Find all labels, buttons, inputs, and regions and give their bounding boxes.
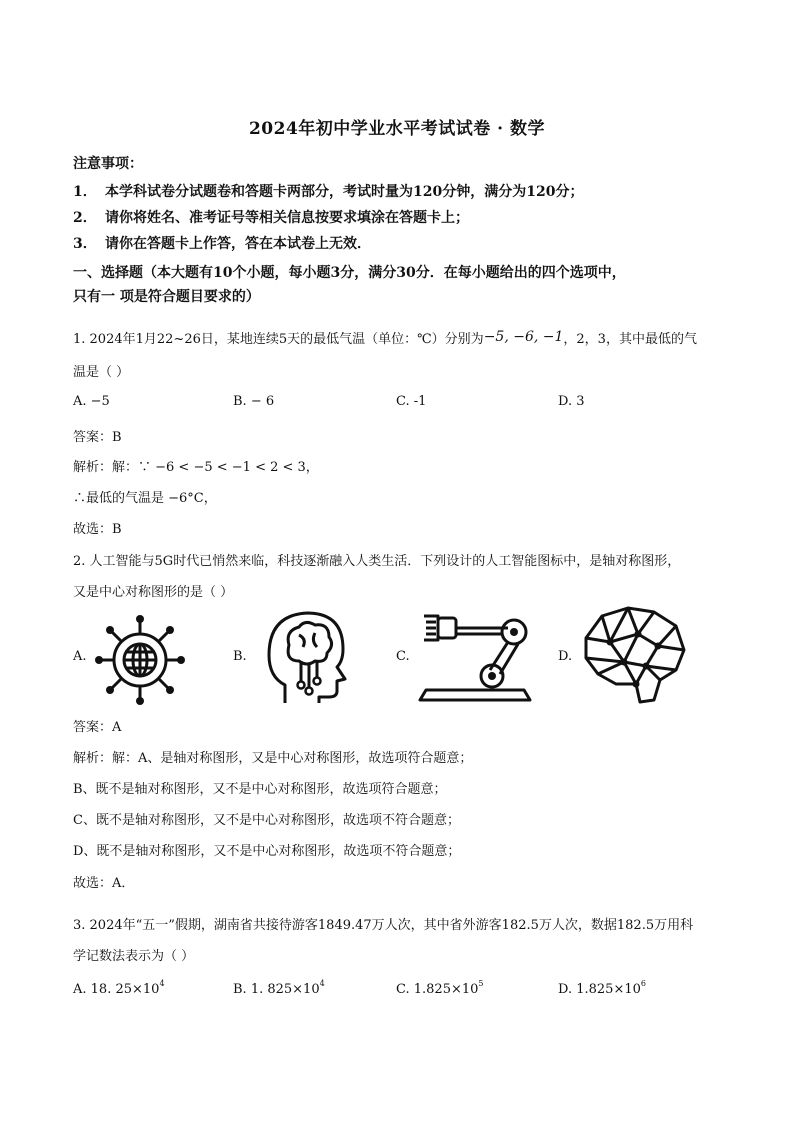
answer: 答案：A xyxy=(73,720,122,735)
question-2-text: 2. 人工智能与5G时代已悄然来临，科技逐渐融入人类生活．下列设计的人工智能图标中，是轴对称图形， xyxy=(73,554,681,569)
robot-arm-icon xyxy=(416,608,534,704)
analysis: 解析：解：∵ −6 < −5 < −1 < 2 < 3， xyxy=(73,460,319,475)
option-b: B. 1. $825\times 10^4$ xyxy=(233,979,325,997)
section-heading-cont: 只有一 项是符合题目要求的） xyxy=(73,289,260,305)
choice: 故选：B xyxy=(73,522,122,537)
option-d-label: D. xyxy=(558,649,573,664)
section-heading: 一、选择题（本大题有10个小题，每小题3分，满分30分．在每小题给出的四个选项中， xyxy=(73,265,626,281)
option-d: D. 3 xyxy=(558,394,585,409)
option-a-label: A. xyxy=(73,649,87,664)
analysis: B、既不是轴对称图形，又不是中心对称图形，故选项符合题意； xyxy=(73,782,447,797)
option-c-label: C. xyxy=(396,649,410,664)
question-1-text-cont: 温是（ ） xyxy=(73,365,130,380)
analysis: 解析：解：A、是轴对称图形，又是中心对称图形，故选项符合题意； xyxy=(73,751,473,766)
notice-heading: 注意事项： xyxy=(73,156,143,172)
option-c: C. -1 xyxy=(396,394,427,409)
page-title: 2024年初中学业水平考试试卷 · 数学 xyxy=(248,119,546,139)
math-values: −5, −6, −1 xyxy=(483,329,564,345)
analysis: C、既不是轴对称图形，又不是中心对称图形，故选项不符合题意； xyxy=(73,813,460,828)
answer: 答案：B xyxy=(73,430,122,445)
globe-virus-icon xyxy=(92,612,188,708)
option-d: D. $1.825\times 10^6$ xyxy=(558,979,646,997)
question-2-text-cont: 又是中心对称图形的是（ ） xyxy=(73,585,234,600)
option-a: A. −5 xyxy=(73,394,110,409)
option-c: C. $1.825\times 10^5$ xyxy=(396,979,484,997)
question-1-text: 1. 2024年1月22~26日，某地连续5天的最低气温（单位：℃）分别为−5, −6, −1，2，3，其中最低的气 xyxy=(73,329,697,347)
question-3-text-cont: 学记数法表示为（ ） xyxy=(73,949,195,964)
option-b: B. − 6 xyxy=(233,394,275,409)
question-3-text: 3. 2024年“五一”假期，湖南省共接待游客1849.47万人次，其中省外游客182.5万人次，数据182.5万用科 xyxy=(73,918,694,933)
head-brain-circuit-icon xyxy=(255,605,355,707)
analysis: D、既不是轴对称图形，又不是中心对称图形，故选项不符合题意； xyxy=(73,844,461,859)
polygon-brain-icon xyxy=(580,604,688,706)
notice-item: 2． 请你将姓名、准考证号等相关信息按要求填涂在答题卡上； xyxy=(73,210,469,226)
analysis: ∴最低的气温是 −6°C， xyxy=(73,491,217,506)
choice: 故选：A． xyxy=(73,876,135,891)
option-a: A. 18. $25\times 10^4$ xyxy=(73,979,165,997)
option-b-label: B. xyxy=(233,649,247,664)
notice-item: 1． 本学科试卷分试题卷和答题卡两部分，考试时量为120分钟，满分为120分； xyxy=(73,184,584,200)
notice-item: 3． 请你在答题卡上作答，答在本试卷上无效． xyxy=(73,236,371,252)
